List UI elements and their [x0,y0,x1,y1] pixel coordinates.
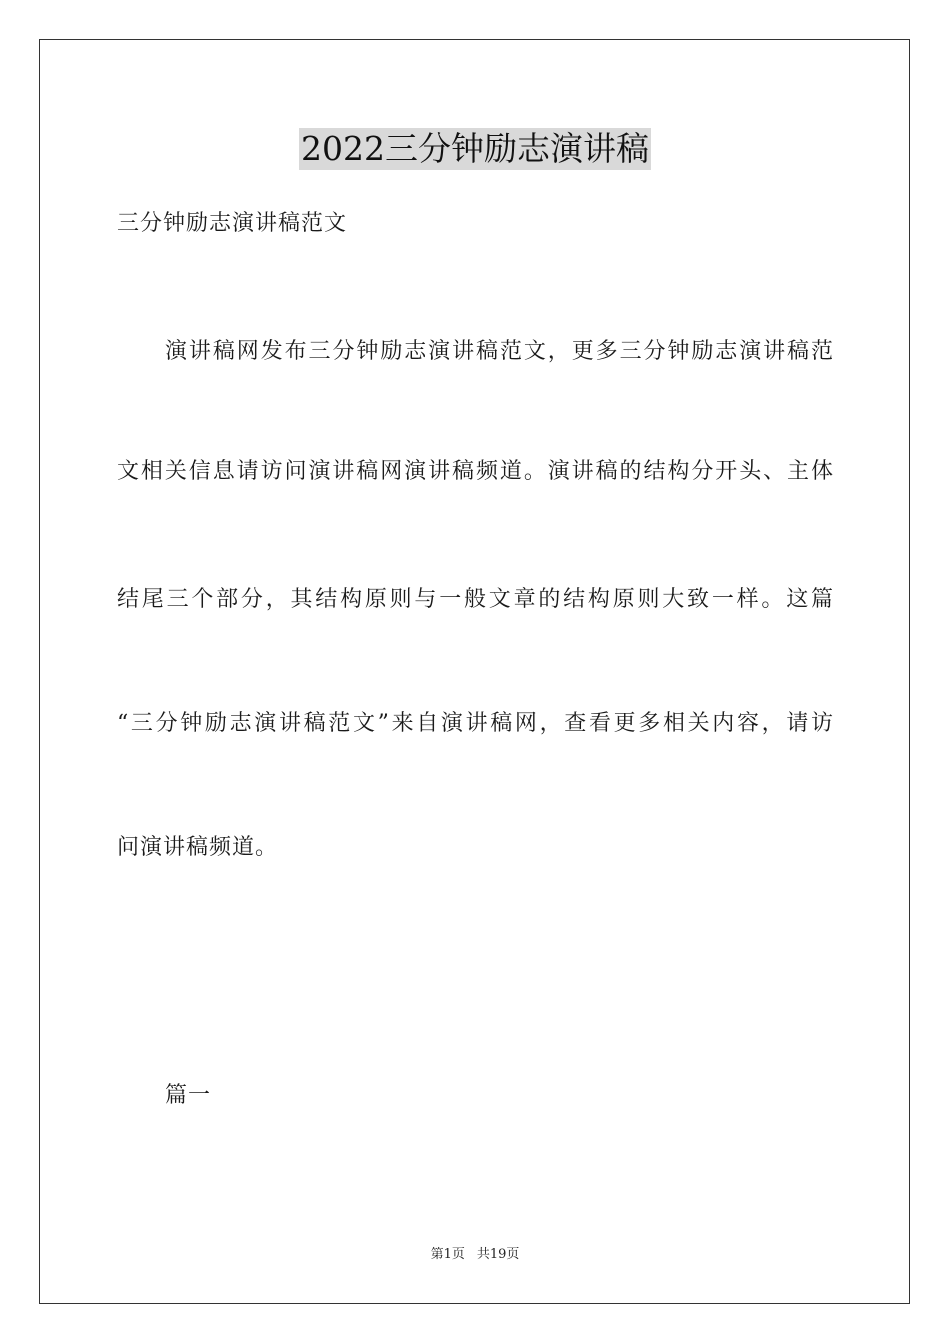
paragraph-line-4: “三分钟励志演讲稿范文”来自演讲稿网，查看更多相关内容，请访 [117,711,833,736]
title-container [0,128,950,170]
paragraph-line-3: 结尾三个部分，其结构原则与一般文章的结构原则大致一样。这篇 [117,587,833,612]
page-footer [0,1246,950,1264]
paragraph-line-2: 文相关信息请访问演讲稿网演讲稿频道。演讲稿的结构分开头、主体 [117,459,833,484]
page-number-total: 共19页 [476,1247,520,1262]
page-number-current: 第1页 [430,1247,465,1262]
document-subtitle: 三分钟励志演讲稿范文 [117,211,348,236]
section-heading: 篇一 [165,1083,212,1108]
paragraph-line-5: 问演讲稿频道。 [117,835,279,860]
paragraph-line-1: 演讲稿网发布三分钟励志演讲稿范文，更多三分钟励志演讲稿范 [165,339,833,364]
document-title: 2022三分钟励志演讲稿 [301,129,649,168]
